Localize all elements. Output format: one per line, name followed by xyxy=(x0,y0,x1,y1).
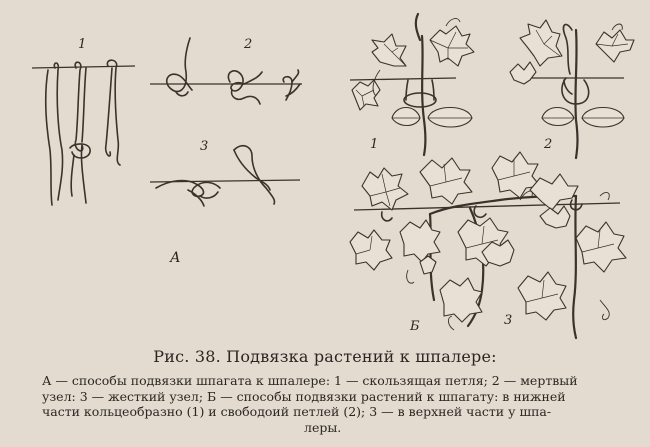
figure-caption-title: Рис. 38. Подвязка растений к шпалере: xyxy=(153,347,497,366)
caption-line: части кольцеобразно (1) и свободоий петлей (2); 3 — в верхней части у шпа- xyxy=(42,404,552,419)
plant-3-label: 3 xyxy=(504,313,513,328)
knot-3-label: 3 xyxy=(200,139,209,154)
caption-line: узел: 3 — жесткий узел; Б — способы подвязки растений к шпагату: в нижней xyxy=(42,388,566,404)
plant-3-drawing xyxy=(350,152,626,338)
plant-2-drawing xyxy=(510,20,634,158)
plant-1-drawing xyxy=(350,14,474,155)
panel-a-label: А xyxy=(170,250,181,266)
panel-b-label: Б xyxy=(410,319,420,334)
knot-1-label: 1 xyxy=(78,37,87,52)
knot-3-drawing xyxy=(150,146,300,206)
knot-1-drawing xyxy=(32,60,135,205)
caption-line: А — способы подвязки шпагата к шпалере: 1 — скользящая петля; 2 — мертвый xyxy=(42,373,578,388)
knot-2-drawing xyxy=(150,38,302,104)
caption-line: леры. xyxy=(304,419,342,435)
figure-caption-body xyxy=(42,373,638,435)
knot-2-label: 2 xyxy=(244,37,253,52)
plant-2-label: 2 xyxy=(544,137,553,152)
plant-1-label: 1 xyxy=(370,137,379,152)
